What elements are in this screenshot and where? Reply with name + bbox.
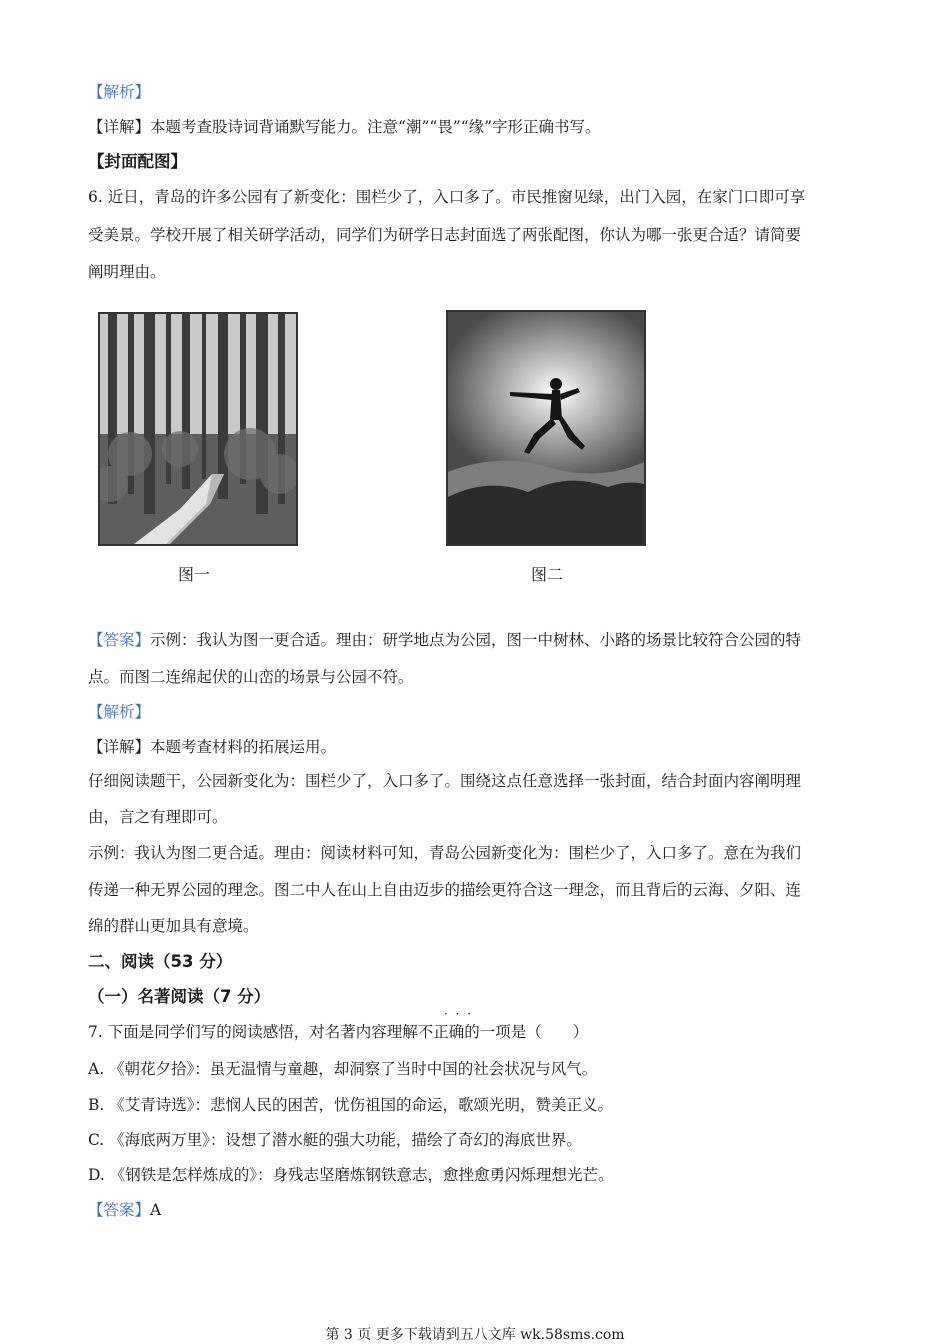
detail-paragraph	[88, 117, 601, 137]
fig1-caption: 图一	[178, 565, 211, 584]
answer-value: A	[150, 1201, 162, 1219]
reading-subheading: （一）名著阅读（7 分）	[88, 987, 271, 1006]
answer-line1: 示例：我认为图一更合适。理由：研学地点为公园，图一中树林、小路的场景比较符合公园的特	[150, 631, 802, 649]
para1-line2: 由，言之有理即可。	[88, 808, 228, 826]
forest-path-drawing	[100, 314, 296, 544]
page-footer: 第 3 页 更多下载请到五八文库 wk.58sms.com	[325, 1327, 625, 1343]
option-c: C. 《海底两万里》：设想了潜水艇的强大功能，描绘了奇幻的海底世界。	[88, 1131, 582, 1149]
detail-text-2: 本题考查材料的拓展运用。	[150, 738, 337, 756]
answer-tag-2: 【答案】	[88, 1201, 151, 1219]
answer-paragraph	[88, 630, 801, 650]
analysis-tag-2: 【解析】	[88, 703, 151, 721]
para2-line2: 传递一种无界公园的理念。图二中人在山上自由迈步的描绘更符合这一理念，而且背后的云海、夕阳、连	[88, 881, 802, 899]
emphasis-dots: · · ·	[444, 1007, 474, 1021]
sunset-runner-drawing	[448, 312, 644, 544]
detail-paragraph-2	[88, 737, 336, 757]
option-d: D. 《钢铁是怎样炼成的》：身残志坚磨炼钢铁意志，愈挫愈勇闪烁理想光芒。	[88, 1166, 614, 1184]
reading-heading: 二、阅读（53 分）	[88, 952, 233, 971]
answer-tag: 【答案】	[88, 631, 151, 649]
analysis-tag: 【解析】	[88, 83, 151, 101]
para2-line1: 示例：我认为图二更合适。理由：阅读材料可知，青岛公园新变化为：围栏少了，入口多了。意在为我们	[88, 844, 802, 862]
detail-text: 本题考查股诗词背诵默写能力。注意“潮”“畏”“缘”字形正确书写。	[150, 118, 601, 136]
fig2-caption: 图二	[531, 565, 564, 584]
q6-line3: 阐明理由。	[88, 263, 166, 281]
q7-answer	[88, 1200, 161, 1220]
para2-line3: 绵的群山更加具有意境。	[88, 917, 259, 935]
detail-tag: 【详解】	[88, 118, 151, 136]
option-a: A. 《朝花夕拾》：虽无温情与童趣，却洞察了当时中国的社会状况与风气。	[88, 1060, 598, 1078]
q7-stem: 7. 下面是同学们写的阅读感悟，对名著内容理解不正确的一项是（ ）	[88, 1023, 589, 1041]
forest-path-image	[98, 312, 298, 546]
option-b: B. 《艾青诗选》：悲悯人民的困苦，忧伤祖国的命运，歌颂光明，赞美正义。	[88, 1096, 613, 1114]
para1-line1: 仔细阅读题干，公园新变化为：围栏少了，入口多了。围绕这点任意选择一张封面，结合封面内容阐明理	[88, 772, 802, 790]
q6-line1: 6. 近日，青岛的许多公园有了新变化：围栏少了，入口多了。市民推窗见绿，出门入园，在家门口即可享	[88, 188, 806, 206]
q6-line2: 受美景。学校开展了相关研学活动，同学们为研学日志封面选了两张配图，你认为哪一张更合适？请简要	[88, 226, 802, 244]
sunset-runner-image	[446, 310, 646, 546]
answer-line2: 点。而图二连绵起伏的山峦的场景与公园不符。	[88, 668, 414, 686]
detail-tag-2: 【详解】	[88, 738, 151, 756]
cover-heading: 【封面配图】	[88, 152, 187, 171]
